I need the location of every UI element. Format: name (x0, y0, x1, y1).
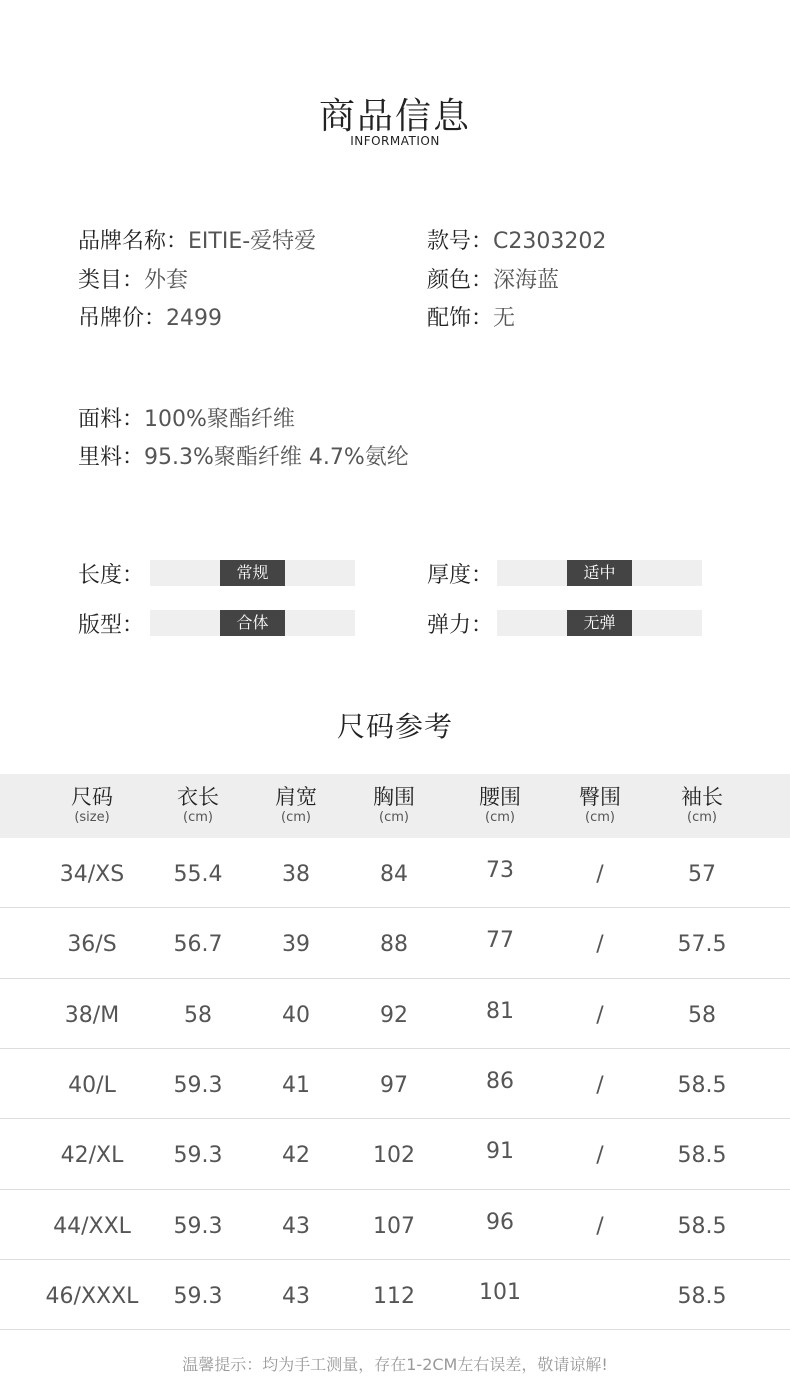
header-label: 袖长 (681, 785, 723, 809)
header-unit: (cm) (379, 810, 409, 825)
header-unit: (cm) (485, 810, 515, 825)
accessory-row (427, 301, 515, 332)
cell-waist: 73 (486, 858, 514, 883)
cell-length: 58 (184, 1003, 212, 1028)
cell-chest: 107 (373, 1214, 415, 1239)
header-unit: (cm) (281, 810, 311, 825)
cell-waist: 96 (486, 1210, 514, 1235)
cell-shoulder: 38 (282, 862, 310, 887)
header-unit: (size) (74, 810, 110, 825)
length-label: 长度： (78, 563, 145, 588)
cell-length: 59.3 (173, 1073, 223, 1098)
elasticity-label: 弹力： (427, 613, 494, 638)
elasticity-tag: 无弹 (567, 610, 632, 636)
header-shoulder (246, 774, 346, 826)
table-row (0, 1190, 790, 1260)
header-unit: (cm) (183, 810, 213, 825)
price-label: 吊牌价： (78, 306, 167, 331)
cell-shoulder: 40 (282, 1003, 310, 1028)
brand-label: 品牌名称： (78, 229, 189, 254)
cell-sleeve: 57.5 (677, 932, 727, 957)
fabric-value: 100%聚酯纤维 (144, 407, 295, 432)
category-value: 外套 (144, 268, 189, 293)
color-row (427, 263, 559, 294)
cell-size: 38/M (64, 1003, 120, 1028)
size-chart-title: 尺码参考 (336, 710, 453, 743)
header-length (148, 774, 248, 826)
thickness-tag: 适中 (567, 560, 632, 586)
accessory-value: 无 (493, 306, 516, 331)
price-row (78, 301, 222, 332)
cell-size: 34/XS (59, 862, 125, 887)
cell-hip: / (596, 1214, 604, 1239)
color-value: 深海蓝 (493, 268, 560, 293)
page-title: 商品信息 (318, 96, 471, 137)
header-unit: (cm) (585, 810, 615, 825)
fabric-row (78, 402, 295, 433)
fit-label: 版型： (78, 613, 145, 638)
cell-shoulder: 43 (282, 1284, 310, 1309)
table-row (0, 838, 790, 908)
cell-shoulder: 42 (282, 1143, 310, 1168)
header-label: 胸围 (373, 785, 415, 809)
cell-size: 36/S (67, 932, 117, 957)
measurement-note: 温馨提示：均为手工测量，存在1-2CM左右误差，敬请谅解! (182, 1355, 608, 1374)
cell-sleeve: 58.5 (677, 1284, 727, 1309)
cell-size: 46/XXXL (45, 1284, 139, 1309)
cell-length: 59.3 (173, 1143, 223, 1168)
cell-shoulder: 39 (282, 932, 310, 957)
table-row (0, 1119, 790, 1190)
price-value: 2499 (166, 306, 223, 331)
style-no-label: 款号： (427, 229, 494, 254)
accessory-label: 配饰： (427, 306, 494, 331)
cell-shoulder: 43 (282, 1214, 310, 1239)
lining-label: 里料： (78, 445, 145, 470)
cell-waist: 101 (479, 1280, 521, 1305)
cell-chest: 88 (380, 932, 408, 957)
category-label: 类目： (78, 268, 145, 293)
brand-value: EITIE-爱特爱 (188, 229, 317, 254)
style-no-value: C2303202 (493, 229, 607, 254)
thickness-label: 厚度： (427, 563, 494, 588)
color-label: 颜色： (427, 268, 494, 293)
header-label: 尺码 (71, 785, 113, 809)
cell-length: 55.4 (173, 862, 223, 887)
cell-sleeve: 58.5 (677, 1073, 727, 1098)
cell-sleeve: 58.5 (677, 1214, 727, 1239)
cell-chest: 112 (373, 1284, 415, 1309)
cell-waist: 77 (486, 928, 514, 953)
length-tag: 常规 (220, 560, 285, 586)
cell-size: 44/XXL (53, 1214, 131, 1239)
cell-hip: / (596, 1143, 604, 1168)
cell-length: 59.3 (173, 1214, 223, 1239)
header-chest (344, 774, 444, 826)
fit-tag: 合体 (220, 610, 285, 636)
cell-hip: / (596, 1073, 604, 1098)
cell-sleeve: 58.5 (677, 1143, 727, 1168)
header-size (42, 774, 142, 826)
category-row (78, 263, 188, 294)
header-unit: (cm) (687, 810, 717, 825)
cell-chest: 102 (373, 1143, 415, 1168)
size-table-header (0, 774, 790, 838)
cell-waist: 86 (486, 1069, 514, 1094)
cell-hip: / (596, 1003, 604, 1028)
cell-size: 42/XL (60, 1143, 124, 1168)
header-sleeve (652, 774, 752, 826)
header-label: 衣长 (177, 785, 219, 809)
cell-shoulder: 41 (282, 1073, 310, 1098)
cell-waist: 81 (486, 999, 514, 1024)
header-waist (450, 774, 550, 826)
cell-sleeve: 58 (688, 1003, 716, 1028)
cell-chest: 92 (380, 1003, 408, 1028)
cell-sleeve: 57 (688, 862, 716, 887)
style-no-row (427, 224, 606, 255)
header-label: 腰围 (479, 785, 521, 809)
fabric-label: 面料： (78, 407, 145, 432)
table-row (0, 1260, 790, 1330)
table-row (0, 979, 790, 1049)
cell-hip: / (596, 932, 604, 957)
lining-value: 95.3%聚酯纤维 4.7%氨纶 (144, 445, 409, 470)
page-subtitle: INFORMATION (350, 134, 440, 148)
header-label: 肩宽 (275, 785, 317, 809)
cell-chest: 84 (380, 862, 408, 887)
cell-hip: / (596, 862, 604, 887)
cell-chest: 97 (380, 1073, 408, 1098)
lining-row (78, 440, 409, 471)
cell-length: 59.3 (173, 1284, 223, 1309)
cell-length: 56.7 (173, 932, 223, 957)
cell-waist: 91 (486, 1139, 514, 1164)
cell-size: 40/L (68, 1073, 116, 1098)
table-row (0, 1049, 790, 1119)
brand-row (78, 224, 316, 255)
header-label: 臀围 (579, 785, 621, 809)
header-hip (550, 774, 650, 826)
table-row (0, 908, 790, 979)
